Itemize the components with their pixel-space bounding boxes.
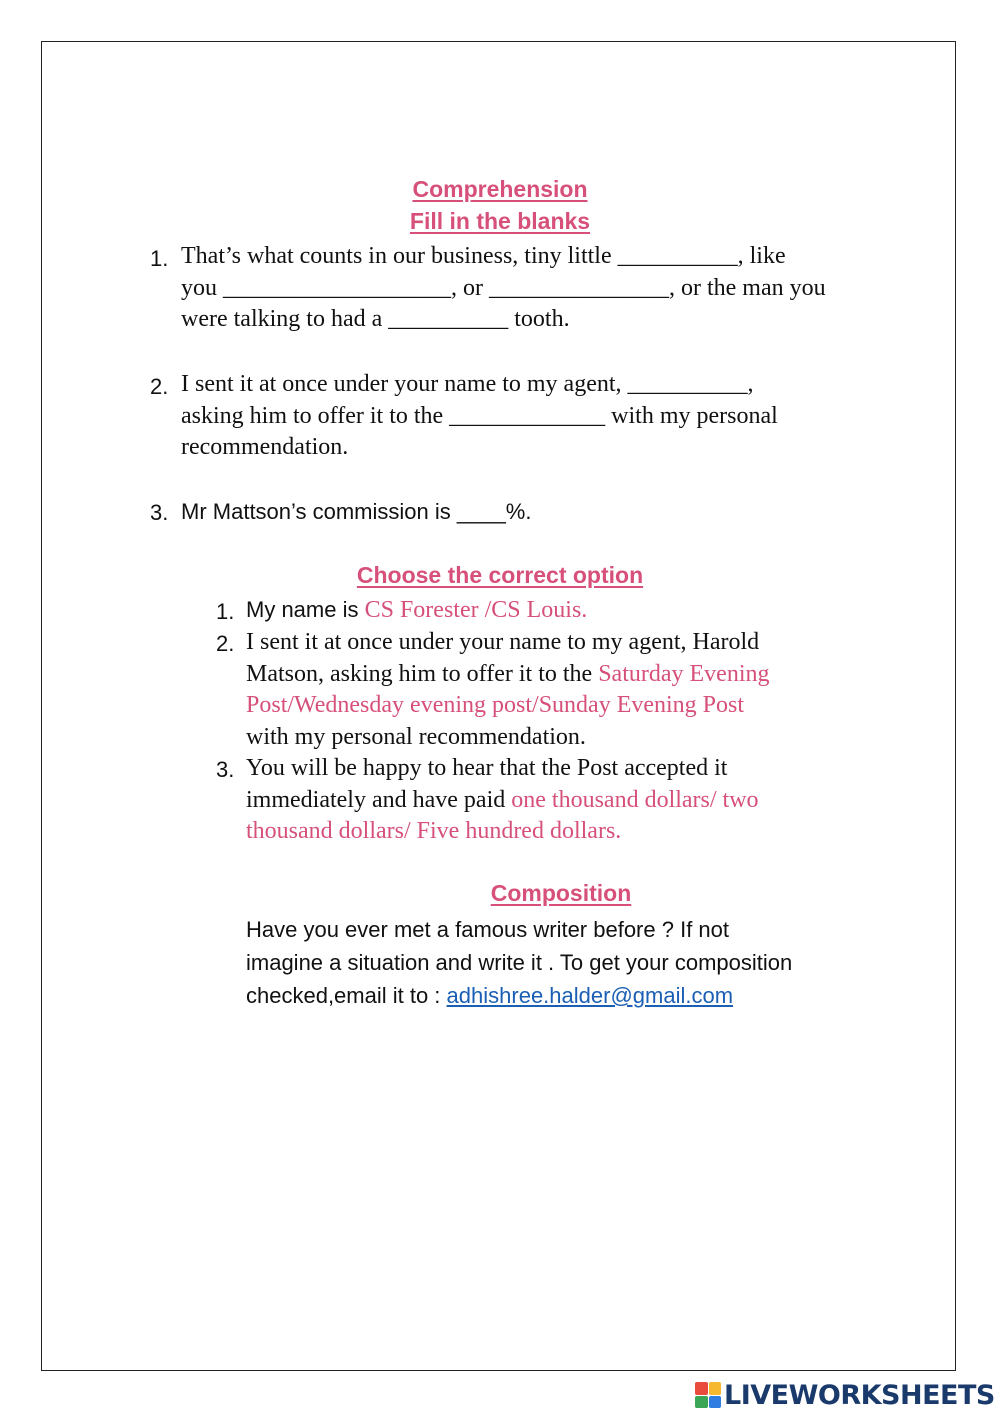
item-line: I sent it at once under your name to my agent, __________,	[181, 371, 754, 397]
composition-line: Have you ever met a famous writer before ? If not	[246, 917, 730, 942]
option-choices: CS Forester /CS Louis.	[364, 597, 588, 623]
choose-item-3	[246, 753, 759, 848]
item-number: 2.	[216, 631, 235, 656]
choose-item-1	[246, 594, 587, 627]
composition-line	[246, 979, 792, 1012]
option-choices: Post/Wednesday evening post/Sunday Evening Post	[246, 692, 745, 718]
option-choices: thousand dollars/ Five hundred dollars.	[246, 818, 622, 844]
option-choices: one thousand dollars/ two	[511, 786, 759, 813]
composition-prompt	[246, 913, 792, 1012]
item-text: My name is	[246, 597, 365, 622]
email-link[interactable]: adhishree.halder@gmail.com	[446, 983, 734, 1008]
item-number: 3.	[150, 500, 169, 525]
item-line: asking him to offer it to the _____________ with my personal	[181, 402, 778, 429]
item-line: Mr Mattson’s commission is ____%.	[181, 499, 532, 524]
composition-line: imagine a situation and write it . To get your composition	[246, 950, 793, 975]
item-line	[246, 785, 759, 817]
choose-item-2	[246, 627, 769, 753]
choose-option-heading: Choose the correct option	[356, 562, 644, 588]
item-line: That’s what counts in our business, tiny little __________, like	[181, 243, 786, 269]
fill-in-item-3	[181, 496, 532, 528]
item-number: 1.	[216, 599, 235, 624]
comprehension-heading: Comprehension	[412, 176, 588, 202]
item-text: Matson, asking him to offer it to the	[246, 660, 599, 687]
item-number: 3.	[216, 757, 235, 782]
option-choices: Saturday Evening	[598, 660, 770, 687]
item-line: you ___________________, or _______________, or the man you	[181, 274, 826, 301]
item-line: You will be happy to hear that the Post accepted it	[246, 755, 728, 781]
item-line: with my personal recommendation.	[246, 723, 586, 750]
item-number: 2.	[150, 374, 169, 399]
fill-in-item-2	[181, 369, 778, 464]
composition-heading: Composition	[490, 880, 632, 906]
item-text: immediately and have paid	[246, 786, 512, 813]
item-line: recommendation.	[181, 434, 349, 460]
liveworksheets-logo	[695, 1378, 995, 1412]
composition-text: checked,email it to :	[246, 983, 447, 1008]
logo-text: LIVEWORKSHEETS	[724, 1379, 995, 1411]
fill-blanks-heading: Fill in the blanks	[409, 208, 591, 234]
item-number: 1.	[150, 246, 169, 271]
item-line: I sent it at once under your name to my agent, Harold	[246, 629, 760, 655]
item-line	[246, 659, 769, 691]
fill-in-item-1	[181, 241, 826, 336]
logo-icon	[695, 1382, 721, 1408]
item-line: were talking to had a __________ tooth.	[181, 306, 570, 332]
